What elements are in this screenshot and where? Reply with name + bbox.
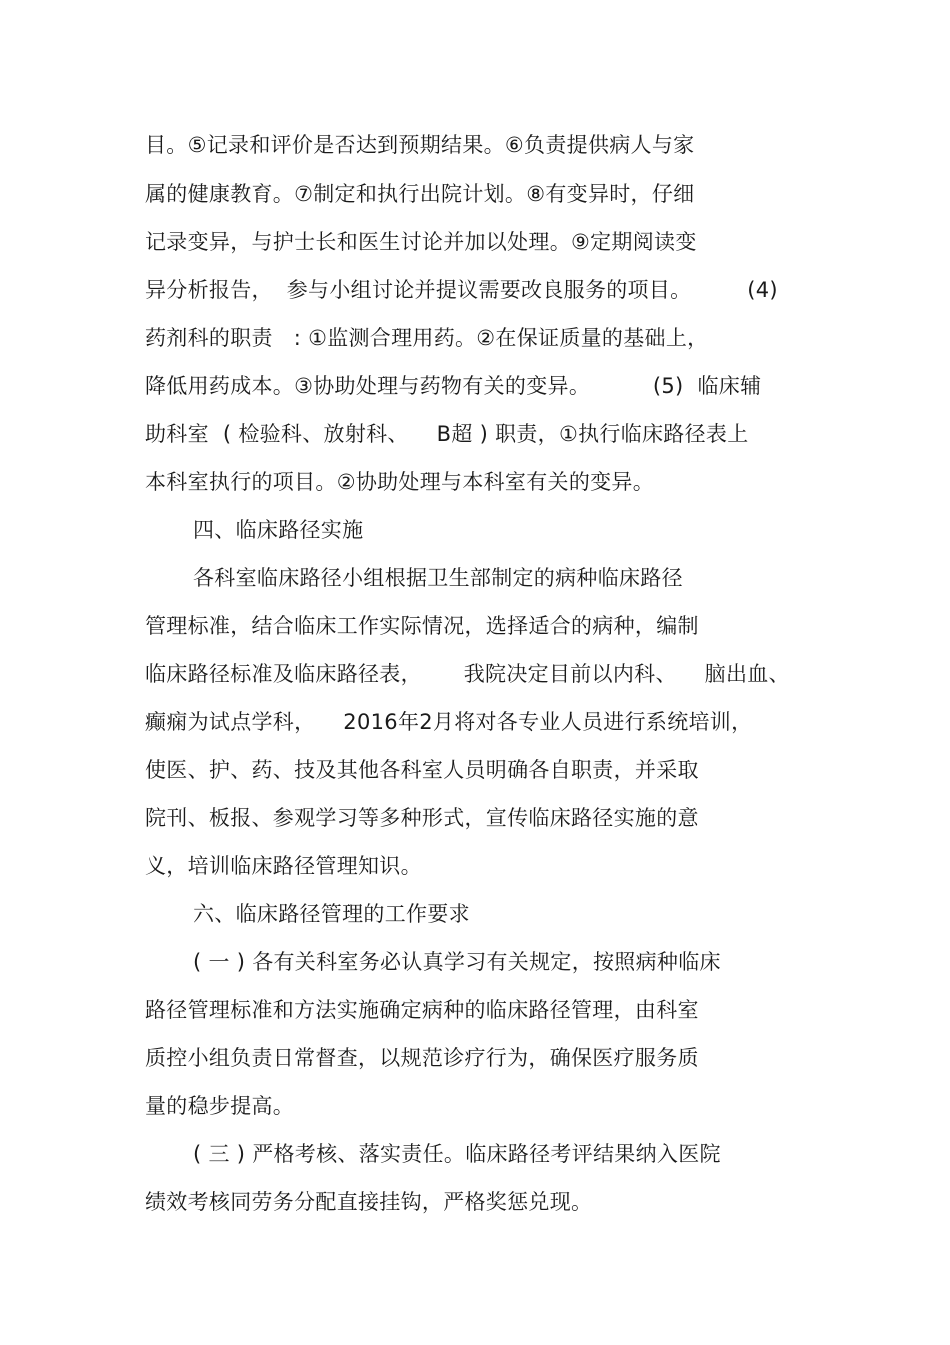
text-line: 质控小组负责日常督查，以规范诊疗行为，确保医疗服务质 — [145, 1046, 699, 1070]
text-line: 临床路径标准及临床路径表， 我院决定目前以内科、 脑出血、 — [145, 662, 790, 686]
text-line: 本科室执行的项目。②协助处理与本科室有关的变异。 — [145, 470, 655, 494]
text-line: 助科室 ( 检验科、放射科、 B超 ) 职责，①执行临床路径表上 — [145, 422, 749, 446]
text-line: 属的健康教育。⑦制定和执行出院计划。⑧有变异时，仔细 — [145, 182, 695, 206]
text-line: 记录变异，与护士长和医生讨论并加以处理。⑨定期阅读变 — [145, 230, 697, 254]
text-line: 义，培训临床路径管理知识。 — [145, 854, 422, 878]
text-line: 癫痫为试点学科， 2016年2月将对各专业人员进行系统培训， — [145, 710, 753, 734]
section-heading: 四、临床路径实施 — [193, 518, 364, 542]
text-line: 异分析报告， 参与小组讨论并提议需要改良服务的项目。 (4) — [145, 278, 778, 302]
text-line: 目。⑤记录和评价是否达到预期结果。⑥负责提供病人与家 — [145, 133, 695, 157]
text-line: 路径管理标准和方法实施确定病种的临床路径管理，由科室 — [145, 998, 699, 1022]
text-line: 降低用药成本。③协助处理与药物有关的变异。 (5) 临床辅 — [145, 374, 762, 398]
text-line: ( 一 ) 各有关科室务必认真学习有关规定，按照病种临床 — [193, 950, 721, 974]
text-line: 使医、护、药、技及其他各科室人员明确各自职责，并采取 — [145, 758, 699, 782]
text-line: 管理标准，结合临床工作实际情况，选择适合的病种，编制 — [145, 614, 699, 638]
text-line: 药剂科的职责 : ①监测合理用药。②在保证质量的基础上， — [145, 326, 709, 350]
text-line: 院刊、板报、参观学习等多种形式，宣传临床路径实施的意 — [145, 806, 699, 830]
text-line: 绩效考核同劳务分配直接挂钩，严格奖惩兑现。 — [145, 1190, 593, 1214]
text-line: ( 三 ) 严格考核、落实责任。临床路径考评结果纳入医院 — [193, 1142, 721, 1166]
text-line: 各科室临床路径小组根据卫生部制定的病种临床路径 — [193, 566, 683, 590]
text-line: 量的稳步提高。 — [145, 1094, 295, 1118]
section-heading: 六、临床路径管理的工作要求 — [193, 902, 470, 926]
